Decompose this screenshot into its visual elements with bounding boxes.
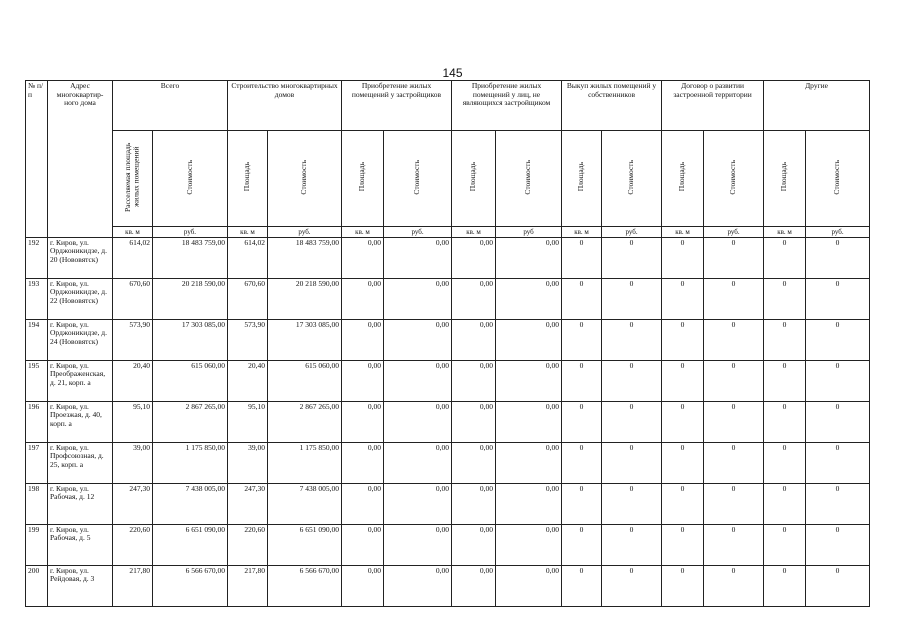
row-value: 6 651 090,00 xyxy=(268,524,342,565)
row-value: 0 xyxy=(806,401,870,442)
row-value: 0,00 xyxy=(342,483,384,524)
row-value: 0 xyxy=(562,442,602,483)
row-value: 0 xyxy=(806,319,870,360)
row-value: 6 651 090,00 xyxy=(153,524,228,565)
row-value: 0,00 xyxy=(342,360,384,401)
row-value: 0 xyxy=(662,319,704,360)
unit-cell: кв. м xyxy=(113,226,153,237)
units-row xyxy=(26,226,870,237)
row-value: 0,00 xyxy=(342,565,384,606)
row-value: 247,30 xyxy=(113,483,153,524)
table-row xyxy=(26,401,870,442)
row-value: 0 xyxy=(764,442,806,483)
unit-cell: кв. м xyxy=(228,226,268,237)
table-row xyxy=(26,237,870,278)
table-row xyxy=(26,442,870,483)
row-value: 0 xyxy=(562,401,602,442)
row-value: 0,00 xyxy=(452,360,496,401)
row-value: 0,00 xyxy=(496,360,562,401)
row-value: 17 303 085,00 xyxy=(268,319,342,360)
row-value: 573,90 xyxy=(113,319,153,360)
row-value: 0,00 xyxy=(496,401,562,442)
row-value: 1 175 850,00 xyxy=(268,442,342,483)
row-value: 0 xyxy=(806,237,870,278)
unit-cell: руб. xyxy=(602,226,662,237)
row-value: 0 xyxy=(602,319,662,360)
row-value: 0 xyxy=(764,360,806,401)
row-value: 0 xyxy=(602,483,662,524)
row-value: 0,00 xyxy=(384,442,452,483)
row-value: 0 xyxy=(602,524,662,565)
row-address: г. Киров, ул. Орджоникидзе, д. 22 (Нововятск) xyxy=(48,278,113,319)
row-value: 20,40 xyxy=(228,360,268,401)
row-value: 20 218 590,00 xyxy=(268,278,342,319)
row-address: г. Киров, ул. Рабочая, д. 5 xyxy=(48,524,113,565)
unit-cell: кв. м xyxy=(452,226,496,237)
row-number: 198 xyxy=(26,483,48,524)
resettlement-table xyxy=(25,80,870,607)
row-value: 0 xyxy=(602,401,662,442)
row-value: 0 xyxy=(764,565,806,606)
row-value: 0,00 xyxy=(384,401,452,442)
row-value: 0,00 xyxy=(452,237,496,278)
row-value: 0,00 xyxy=(342,319,384,360)
row-value: 0,00 xyxy=(342,401,384,442)
row-value: 0 xyxy=(662,360,704,401)
header-address: Адрес многоквартир-ного дома xyxy=(48,81,113,238)
unit-cell: руб. xyxy=(268,226,342,237)
row-number: 196 xyxy=(26,401,48,442)
row-value: 0,00 xyxy=(384,278,452,319)
row-value: 0 xyxy=(806,360,870,401)
subheader-cell: Стоимость xyxy=(268,131,342,227)
unit-cell: кв. м xyxy=(562,226,602,237)
table-row xyxy=(26,524,870,565)
row-value: 0 xyxy=(662,401,704,442)
row-value: 0,00 xyxy=(496,442,562,483)
row-value: 39,00 xyxy=(228,442,268,483)
row-value: 0 xyxy=(662,442,704,483)
row-value: 0 xyxy=(704,524,764,565)
row-value: 0 xyxy=(562,319,602,360)
row-value: 0 xyxy=(764,237,806,278)
subheader-cell: Стоимость xyxy=(806,131,870,227)
row-value: 95,10 xyxy=(113,401,153,442)
row-value: 0 xyxy=(764,524,806,565)
subheader-cell: Площадь xyxy=(228,131,268,227)
row-value: 95,10 xyxy=(228,401,268,442)
row-value: 0,00 xyxy=(384,524,452,565)
row-value: 0 xyxy=(602,278,662,319)
row-value: 0 xyxy=(662,483,704,524)
row-value: 0 xyxy=(704,565,764,606)
header-group-buyout: Выкуп жилых помещений у собственников xyxy=(562,81,662,131)
subheader-cell: Площадь xyxy=(764,131,806,227)
row-value: 0 xyxy=(764,278,806,319)
row-value: 0,00 xyxy=(496,483,562,524)
unit-cell: кв. м xyxy=(764,226,806,237)
row-value: 0,00 xyxy=(496,565,562,606)
subheader-cell: Стоимость xyxy=(384,131,452,227)
header-group-other: Другие xyxy=(764,81,870,131)
subheader-cell: Стоимость xyxy=(153,131,228,227)
table-row xyxy=(26,483,870,524)
row-value: 6 566 670,00 xyxy=(268,565,342,606)
row-number: 193 xyxy=(26,278,48,319)
row-value: 573,90 xyxy=(228,319,268,360)
header-group-construction: Строительство многоквартирных домов xyxy=(228,81,342,131)
row-number: 195 xyxy=(26,360,48,401)
row-value: 0,00 xyxy=(384,483,452,524)
unit-cell: руб. xyxy=(704,226,764,237)
row-value: 670,60 xyxy=(113,278,153,319)
subheader-cell: Стоимость xyxy=(704,131,764,227)
row-address: г. Киров, ул. Преображенская, д. 21, корп. а xyxy=(48,360,113,401)
row-value: 6 566 670,00 xyxy=(153,565,228,606)
row-number: 194 xyxy=(26,319,48,360)
row-value: 0,00 xyxy=(496,237,562,278)
row-value: 0,00 xyxy=(452,565,496,606)
unit-cell: руб. xyxy=(153,226,228,237)
row-value: 0 xyxy=(704,483,764,524)
row-value: 0 xyxy=(806,442,870,483)
table-body xyxy=(26,237,870,606)
row-value: 670,60 xyxy=(228,278,268,319)
row-value: 0 xyxy=(602,237,662,278)
row-value: 247,30 xyxy=(228,483,268,524)
unit-cell: руб. xyxy=(384,226,452,237)
row-number: 192 xyxy=(26,237,48,278)
subheader-cell: Расселяемая площадь жилых помещений xyxy=(113,131,153,227)
subheader-cell: Стоимость xyxy=(602,131,662,227)
subheader-cell: Площадь xyxy=(662,131,704,227)
subheader-row xyxy=(26,131,870,227)
row-value: 0,00 xyxy=(384,237,452,278)
row-value: 217,80 xyxy=(228,565,268,606)
row-value: 0 xyxy=(562,565,602,606)
row-value: 0 xyxy=(562,483,602,524)
row-value: 1 175 850,00 xyxy=(153,442,228,483)
row-value: 0 xyxy=(806,524,870,565)
row-value: 220,60 xyxy=(113,524,153,565)
row-value: 20,40 xyxy=(113,360,153,401)
row-value: 7 438 005,00 xyxy=(268,483,342,524)
row-value: 0 xyxy=(662,237,704,278)
table-row xyxy=(26,278,870,319)
row-number: 200 xyxy=(26,565,48,606)
row-value: 0 xyxy=(704,278,764,319)
row-value: 0,00 xyxy=(452,442,496,483)
row-value: 2 867 265,00 xyxy=(268,401,342,442)
row-address: г. Киров, ул. Рейдовая, д. 3 xyxy=(48,565,113,606)
subheader-cell: Площадь xyxy=(342,131,384,227)
row-value: 217,80 xyxy=(113,565,153,606)
row-value: 18 483 759,00 xyxy=(268,237,342,278)
row-value: 0,00 xyxy=(384,360,452,401)
header-no: № п/п xyxy=(26,81,48,238)
row-value: 614,02 xyxy=(113,237,153,278)
row-value: 614,02 xyxy=(228,237,268,278)
row-value: 0,00 xyxy=(452,401,496,442)
unit-cell: кв. м xyxy=(342,226,384,237)
row-value: 0 xyxy=(662,565,704,606)
row-value: 0,00 xyxy=(384,565,452,606)
row-value: 0,00 xyxy=(496,524,562,565)
header-group-purchase-non-developers: Приобретение жилых помещений у лиц, не являющихся застройщиком xyxy=(452,81,562,131)
row-value: 0,00 xyxy=(384,319,452,360)
row-value: 18 483 759,00 xyxy=(153,237,228,278)
row-value: 615 060,00 xyxy=(153,360,228,401)
row-value: 0,00 xyxy=(342,278,384,319)
row-value: 0 xyxy=(764,319,806,360)
page-number: 145 xyxy=(442,66,463,80)
row-value: 0 xyxy=(602,360,662,401)
row-value: 0 xyxy=(602,442,662,483)
row-value: 0,00 xyxy=(342,442,384,483)
row-value: 0,00 xyxy=(452,319,496,360)
row-value: 0 xyxy=(602,565,662,606)
row-value: 0 xyxy=(662,278,704,319)
row-value: 0,00 xyxy=(496,319,562,360)
row-address: г. Киров, ул. Орджоникидзе, д. 20 (Нововятск) xyxy=(48,237,113,278)
subheader-cell: Площадь xyxy=(562,131,602,227)
row-number: 197 xyxy=(26,442,48,483)
row-value: 20 218 590,00 xyxy=(153,278,228,319)
row-value: 0 xyxy=(704,401,764,442)
unit-cell: кв. м xyxy=(662,226,704,237)
row-value: 0 xyxy=(764,483,806,524)
row-number: 199 xyxy=(26,524,48,565)
row-value: 615 060,00 xyxy=(268,360,342,401)
row-value: 0,00 xyxy=(452,524,496,565)
row-value: 0 xyxy=(806,278,870,319)
row-value: 0 xyxy=(806,565,870,606)
unit-cell: руб. xyxy=(806,226,870,237)
table-row xyxy=(26,565,870,606)
row-value: 0,00 xyxy=(342,524,384,565)
row-value: 220,60 xyxy=(228,524,268,565)
row-value: 0 xyxy=(562,360,602,401)
row-address: г. Киров, ул. Орджоникидзе, д. 24 (Нововятск) xyxy=(48,319,113,360)
header-row xyxy=(26,81,870,131)
subheader-cell: Стоимость xyxy=(496,131,562,227)
subheader-cell: Площадь xyxy=(452,131,496,227)
row-value: 0,00 xyxy=(452,483,496,524)
header-group-territory-agreement: Договор о развитии застроенной территории xyxy=(662,81,764,131)
row-value: 0 xyxy=(806,483,870,524)
row-address: г. Киров, ул. Проезжая, д. 40, корп. а xyxy=(48,401,113,442)
row-address: г. Киров, ул. Профсоюзная, д. 25, корп. а xyxy=(48,442,113,483)
row-address: г. Киров, ул. Рабочая, д. 12 xyxy=(48,483,113,524)
row-value: 17 303 085,00 xyxy=(153,319,228,360)
header-group-total: Всего xyxy=(113,81,228,131)
row-value: 0 xyxy=(704,319,764,360)
row-value: 0 xyxy=(662,524,704,565)
row-value: 2 867 265,00 xyxy=(153,401,228,442)
header-group-purchase-developers: Приобретение жилых помещений у застройщиков xyxy=(342,81,452,131)
row-value: 0,00 xyxy=(452,278,496,319)
row-value: 0 xyxy=(562,237,602,278)
table-row xyxy=(26,360,870,401)
table-row xyxy=(26,319,870,360)
row-value: 39,00 xyxy=(113,442,153,483)
unit-cell: руб xyxy=(496,226,562,237)
row-value: 0,00 xyxy=(342,237,384,278)
row-value: 7 438 005,00 xyxy=(153,483,228,524)
row-value: 0 xyxy=(562,524,602,565)
row-value: 0 xyxy=(704,360,764,401)
row-value: 0 xyxy=(704,442,764,483)
row-value: 0 xyxy=(764,401,806,442)
row-value: 0 xyxy=(562,278,602,319)
row-value: 0,00 xyxy=(496,278,562,319)
row-value: 0 xyxy=(704,237,764,278)
